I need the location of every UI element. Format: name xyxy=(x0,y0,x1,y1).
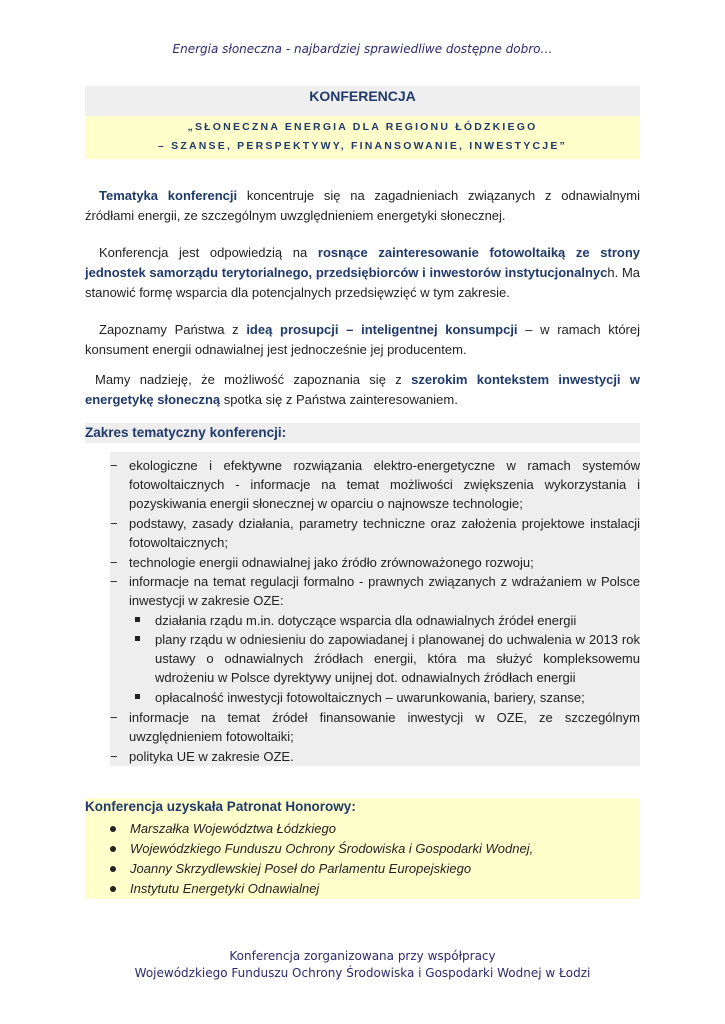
scope-subitem-text: opłacalność inwestycji fotowoltaicznych – uwarunkowania, bariery, szanse; xyxy=(155,690,585,705)
patron-item xyxy=(110,859,640,879)
paragraph-hope-bold: szerokim kontekstem inwestycji w energetykę słoneczną xyxy=(85,372,640,407)
patron-item-text: Joanny Skrzydlewskiej Poseł do Parlamentu Europejskiego xyxy=(130,861,472,876)
patron-item-text: Wojewódzkiego Funduszu Ochrony Środowiska i Gospodarki Wodnej, xyxy=(130,841,534,856)
scope-subitem-text: plany rządu w odniesieniu do zapowiadanej i planowanej do uchwalenia w 2013 rok ustawy o odnawialnych źródłach energii, która ma służyć kompleksowemu wdrożeniu w Polsce dyrektywy unijnej dot. odnawialnych źródłach energii xyxy=(155,632,640,685)
dash-bullet: − xyxy=(110,710,118,725)
patron-item xyxy=(110,819,640,839)
dash-bullet: − xyxy=(110,516,118,531)
paragraph-hope-pre: Mamy nadzieję, że możliwość zapoznania się z xyxy=(95,372,412,387)
scope-item-text: polityka UE w zakresie OZE. xyxy=(129,749,294,764)
paragraph-hope xyxy=(85,370,640,410)
paragraph-prosumption-text: – w ramach której konsument energii odnawialnej jest jednocześnie jej producentem. xyxy=(85,322,641,357)
subtitle-line-2: – SZANSE, PERSPEKTYWY, FINANSOWANIE, INWESTYCJE” xyxy=(158,140,567,152)
scope-item-text: ekologiczne i efektywne rozwiązania elektro-energetyczne w ramach systemów fotowoltaicznych - informacje na temat możliwości zwiększenia wykorzystania i pozyskiwania energii słonecznej w oparciu o najnowsze technologie; xyxy=(129,458,640,511)
dash-bullet: − xyxy=(110,574,118,589)
patron-item-text: Marszałka Województwa Łódzkiego xyxy=(130,821,336,836)
scope-heading: Zakres tematyczny konferencji: xyxy=(85,423,640,443)
patron-item xyxy=(110,839,640,859)
dash-bullet: − xyxy=(110,749,118,764)
paragraph-response xyxy=(85,243,640,303)
paragraph-response-text: h. Ma stanowić formę wsparcia dla potencjalnych przedsięwzięć w tym zakresie. xyxy=(85,265,641,300)
patron-heading: Konferencja uzyskała Patronat Honorowy: xyxy=(85,799,356,814)
footer-line-1: Konferencja zorganizowana przy współpracy xyxy=(229,949,496,963)
scope-item xyxy=(110,456,640,513)
conference-title: KONFERENCJA xyxy=(309,88,416,104)
scope-item xyxy=(110,747,640,766)
paragraph-prosumption-bold: ideą prosupcji – inteligentnej konsumpcji xyxy=(246,322,518,337)
scope-item-text: informacje na temat źródeł finansowanie inwestycji w OZE, ze szczególnym uwzględnieniem fotowoltaiki; xyxy=(129,710,640,744)
bullet-dot-icon xyxy=(110,826,116,832)
bullet-dot-icon xyxy=(110,866,116,872)
scope-subitem-text: działania rządu m.in. dotyczące wsparcia dla odnawialnych źródeł energii xyxy=(155,613,577,628)
patron-item-text: Instytutu Energetyki Odnawialnej xyxy=(130,881,320,896)
header-tagline: Energia słoneczna - najbardziej sprawiedliwe dostępne dobro… xyxy=(172,42,553,56)
scope-item xyxy=(110,572,640,610)
scope-subitem xyxy=(135,630,640,687)
dash-bullet: − xyxy=(110,555,118,570)
scope-item-text: podstawy, zasady działania, parametry techniczne oraz założenia projektowe instalacji fotowoltaicznych; xyxy=(129,516,640,550)
scope-item xyxy=(110,708,640,746)
scope-subitem xyxy=(135,611,640,630)
scope-item-text: informacje na temat regulacji formalno - prawnych związanych z wdrażaniem w Polsce inwestycji w zakresie OZE: xyxy=(129,574,640,608)
bullet-dot-icon xyxy=(110,846,116,852)
bullet-dot-icon xyxy=(110,886,116,892)
scope-item xyxy=(110,553,640,572)
paragraph-prosumption-pre: Zapoznamy Państwa z xyxy=(99,322,247,337)
scope-item-text: technologie energii odnawialnej jako źródło zrównoważonego rozwoju; xyxy=(129,555,534,570)
paragraph-hope-text: spotka się z Państwa zainteresowaniem. xyxy=(220,392,458,407)
square-bullet-icon xyxy=(135,617,140,622)
paragraph-topic xyxy=(85,186,640,226)
paragraph-topic-bold: Tematyka konferencji xyxy=(99,188,238,203)
subtitle-line-1: „SŁONECZNA ENERGIA DLA REGIONU ŁÓDZKIEGO xyxy=(187,121,538,133)
paragraph-topic-text: koncentruje się na zagadnieniach związanych z odnawialnymi źródłami energii, ze szczególnym uwzględnieniem energetyki słonecznej. xyxy=(85,188,640,223)
footer-line-2: Wojewódzkiego Funduszu Ochrony Środowiska i Gospodarki Wodnej w Łodzi xyxy=(134,966,591,980)
square-bullet-icon xyxy=(135,694,140,699)
paragraph-prosumption xyxy=(85,320,640,360)
scope-subitem xyxy=(135,688,640,707)
paragraph-response-bold: rosnące zainteresowanie fotowoltaiką ze strony jednostek samorządu terytorialnego, przedsiębiorców i inwestorów instytucjonalnyc xyxy=(85,245,641,280)
square-bullet-icon xyxy=(135,636,140,641)
patron-item xyxy=(110,879,640,899)
paragraph-response-pre: Konferencja jest odpowiedzią na xyxy=(99,245,318,260)
scope-item xyxy=(110,514,640,552)
dash-bullet: − xyxy=(110,458,118,473)
